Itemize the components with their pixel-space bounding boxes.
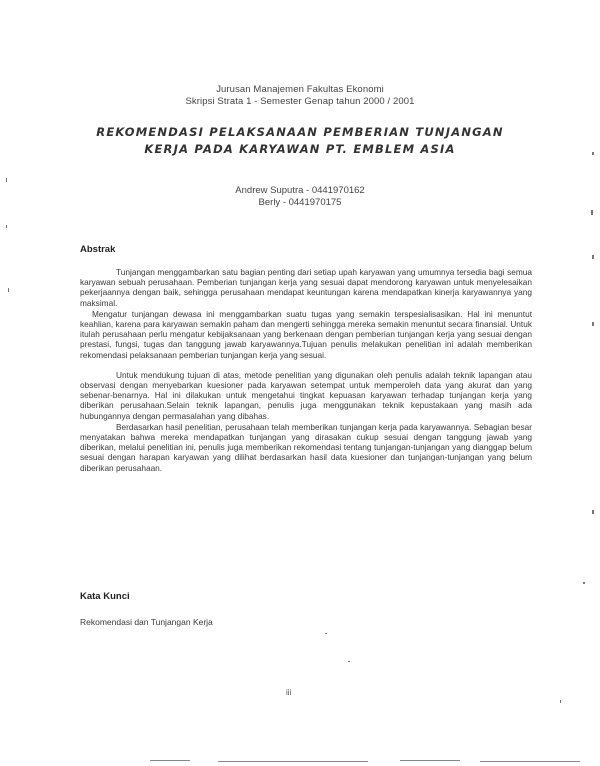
abstract-heading: Abstrak <box>80 244 116 255</box>
scan-speck <box>348 661 350 662</box>
author-1: Andrew Suputra - 0441970162 <box>235 185 365 196</box>
document-title <box>60 124 540 158</box>
title-line-1: REKOMENDASI PELAKSANAAN PEMBERIAN TUNJANGAN <box>96 125 504 139</box>
scan-speck <box>560 700 561 703</box>
keywords-text: Rekomendasi dan Tunjangan Kerja <box>80 617 213 627</box>
abstract-paragraph-4: Berdasarkan hasil penelitian, perusahaan telah memberikan tunjangan kerja pada karyawannya. Sebagian besar menyatakan bahwa mereka mendapatkan tunjangan yang dirasakan cukup sesuai dengan tanggung jawab yang diberikan, melalui penelitian ini, penulis juga memberikan rekomendasi tentang tunjangan-tunjangan yang dianggap belum sesuai dengan harapan karyawan yang dilihat berdasarkan hasil data kuesioner dan tunjangan-tunjangan yang belum diberikan perusahaan. <box>80 421 532 473</box>
scan-speck <box>592 510 594 514</box>
scan-bottom-edge <box>0 758 600 766</box>
abstract-paragraph-1: Tunjangan menggambarkan satu bagian penting dari setiap upah karyawan yang umumnya tersedia bagi semua karyawan sebuah perusahaan. Pemberian tunjangan kerja yang sesuai dapat mendorong karyawan untuk menyelesaikan pekerjaannya dengan baik, sehingga perusahaan mendapat keuntungan karena mendapatkan kinerja karyawannya yang maksimal. <box>80 267 532 308</box>
author-2: Berly - 0441970175 <box>258 197 342 208</box>
scan-speck <box>592 152 594 155</box>
abstract-paragraph-2: Mengatur tunjangan dewasa ini menggambarkan suatu tugas yang semakin terspesialisasikan. Hal ini menuntut keahlian, karena para karyawan semakin paham dan mengerti sehingga mereka semakin menuntut secara finansial. Untuk itulah perusahaan perlu mengatur kebijaksanaan yang berkenaan dengan pemberian tunjangan kerja yang sesuai dengan prestasi, fungsi, tugas dan tanggung jawab karyawannya.Tujuan penulis melakukan penelitian ini adalah memberikan rekomendasi pelaksanaan pemberian tunjangan kerja yang sesuai. <box>80 308 532 360</box>
scan-speck <box>592 322 594 326</box>
institution-header <box>0 84 600 108</box>
scan-speck <box>325 633 327 634</box>
department-line: Jurusan Manajemen Fakultas Ekonomi <box>216 84 384 95</box>
scan-speck <box>591 210 593 215</box>
scan-speck <box>6 225 7 228</box>
page-number: iii <box>286 688 292 697</box>
keywords-heading: Kata Kunci <box>80 591 130 602</box>
program-line: Skripsi Strata 1 - Semester Genap tahun 2000 / 2001 <box>185 96 415 107</box>
abstract-paragraph-3: Untuk mendukung tujuan di atas, metode penelitian yang digunakan oleh penulis adalah teknik lapangan atau observasi dengan menyebarkan kuesioner pada karyawan setempat untuk memperoleh data yang akurat dan yang sebenar-benarnya. Hal ini dilakukan untuk mengetahui tingkat kepuasan karyawan terhadap tunjangan kerja yang diberikan perusahaan.Selain teknik lapangan, penulis juga menggunakan teknik kepustakaan yang masih ada hubungannya dengan permasalahan yang dibahas. <box>80 369 532 421</box>
author-list <box>0 185 600 209</box>
scan-speck <box>8 288 9 292</box>
scan-speck <box>583 582 585 584</box>
abstract-body <box>80 267 532 473</box>
scan-speck <box>6 178 7 182</box>
title-line-2: KERJA PADA KARYAWAN PT. EMBLEM ASIA <box>144 142 456 156</box>
scan-speck <box>592 255 594 259</box>
